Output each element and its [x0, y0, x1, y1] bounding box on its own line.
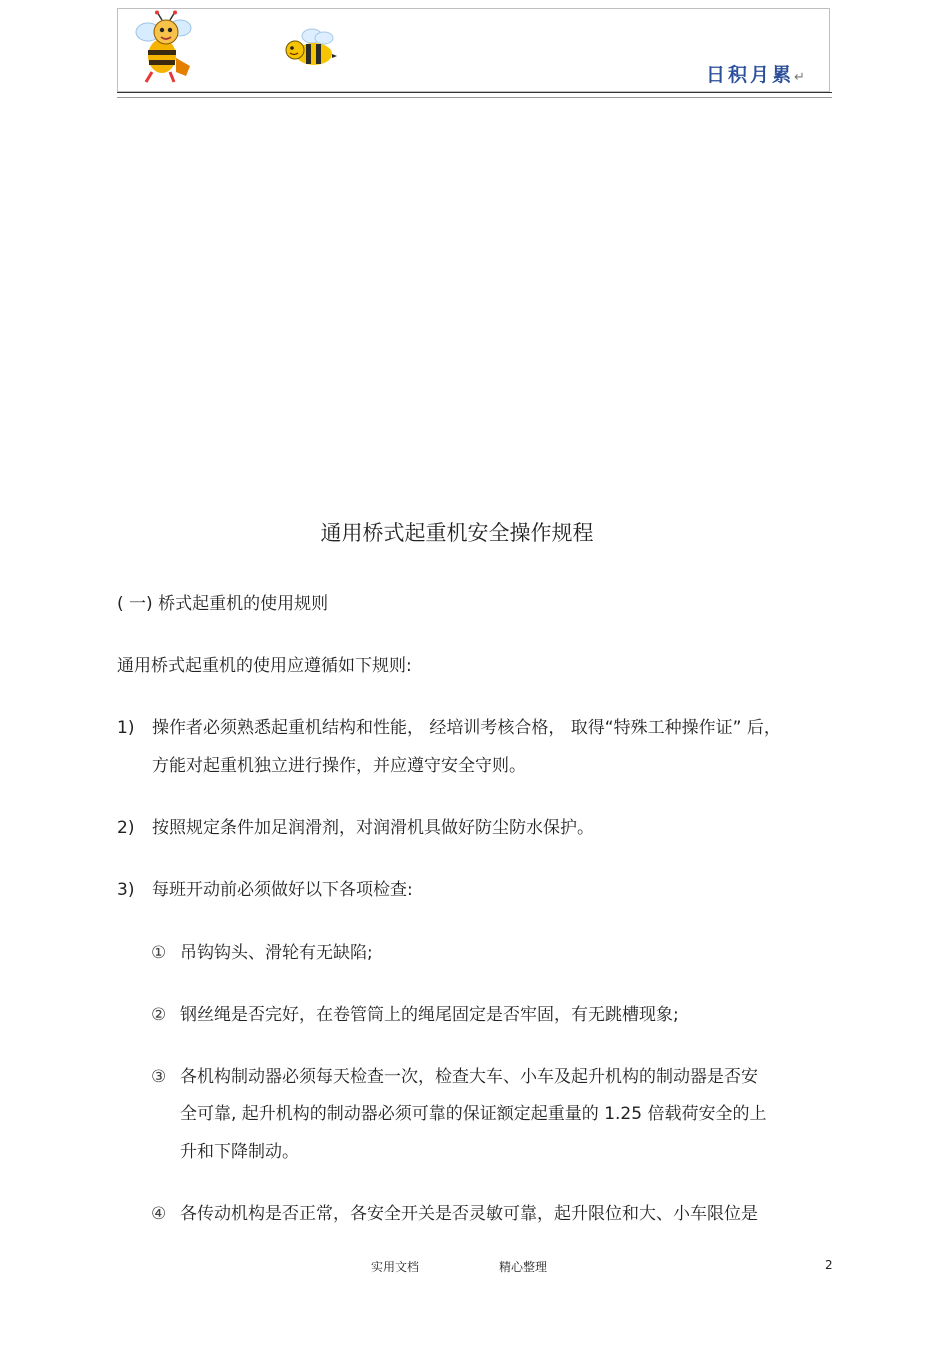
bee-mascot-icon: [128, 10, 202, 84]
footer-middle-label: 精心整理: [499, 1260, 548, 1274]
subitem-marker: ①: [151, 943, 167, 963]
item-number: 1): [117, 718, 135, 738]
header-rule: [117, 92, 832, 93]
item-text-continuation: 方能对起重机独立进行操作，并应遵守安全守则。: [152, 756, 526, 776]
bee-icon: [282, 26, 338, 70]
document-title: 通用桥式起重机安全操作规程: [320, 521, 594, 545]
item-text: 按照规定条件加足润滑剂，对润滑机具做好防尘防水保护。: [152, 818, 594, 838]
page-number: 2: [825, 1258, 833, 1272]
subitem-text-continuation: 全可靠, 起升机构的制动器必须可靠的保证额定起重量的 1.25 倍载荷安全的上: [180, 1104, 767, 1124]
subitem-text: 吊钩钩头、滑轮有无缺陷;: [180, 943, 373, 963]
footer-left-label: 实用文档: [371, 1260, 420, 1274]
paragraph-mark: ↵: [794, 70, 805, 85]
subitem-marker: ③: [151, 1067, 167, 1087]
subitem-text: 钢丝绳是否完好，在卷管筒上的绳尾固定是否牢固，有无跳槽现象;: [180, 1005, 679, 1025]
intro-paragraph: 通用桥式起重机的使用应遵循如下规则:: [117, 656, 412, 676]
subitem-marker: ②: [151, 1005, 167, 1025]
motto-text: 日积月累: [706, 64, 795, 86]
section-heading: ( 一) 桥式起重机的使用规则: [117, 594, 329, 614]
subitem-text: 各传动机构是否正常，各安全开关是否灵敏可靠，起升限位和大、小车限位是: [180, 1204, 758, 1224]
subitem-text-continuation: 升和下降制动。: [180, 1142, 299, 1162]
subitem-marker: ④: [151, 1204, 167, 1224]
header-motto: [706, 60, 805, 87]
item-text: 每班开动前必须做好以下各项检查:: [152, 880, 413, 900]
item-text: 操作者必须熟悉起重机结构和性能， 经培训考核合格， 取得“特殊工种操作证” 后，: [152, 718, 781, 738]
item-number: 2): [117, 818, 135, 838]
header-rule-secondary: [117, 97, 832, 98]
item-number: 3): [117, 880, 135, 900]
subitem-text: 各机构制动器必须每天检查一次，检查大车、小车及起升机构的制动器是否安: [180, 1067, 758, 1087]
